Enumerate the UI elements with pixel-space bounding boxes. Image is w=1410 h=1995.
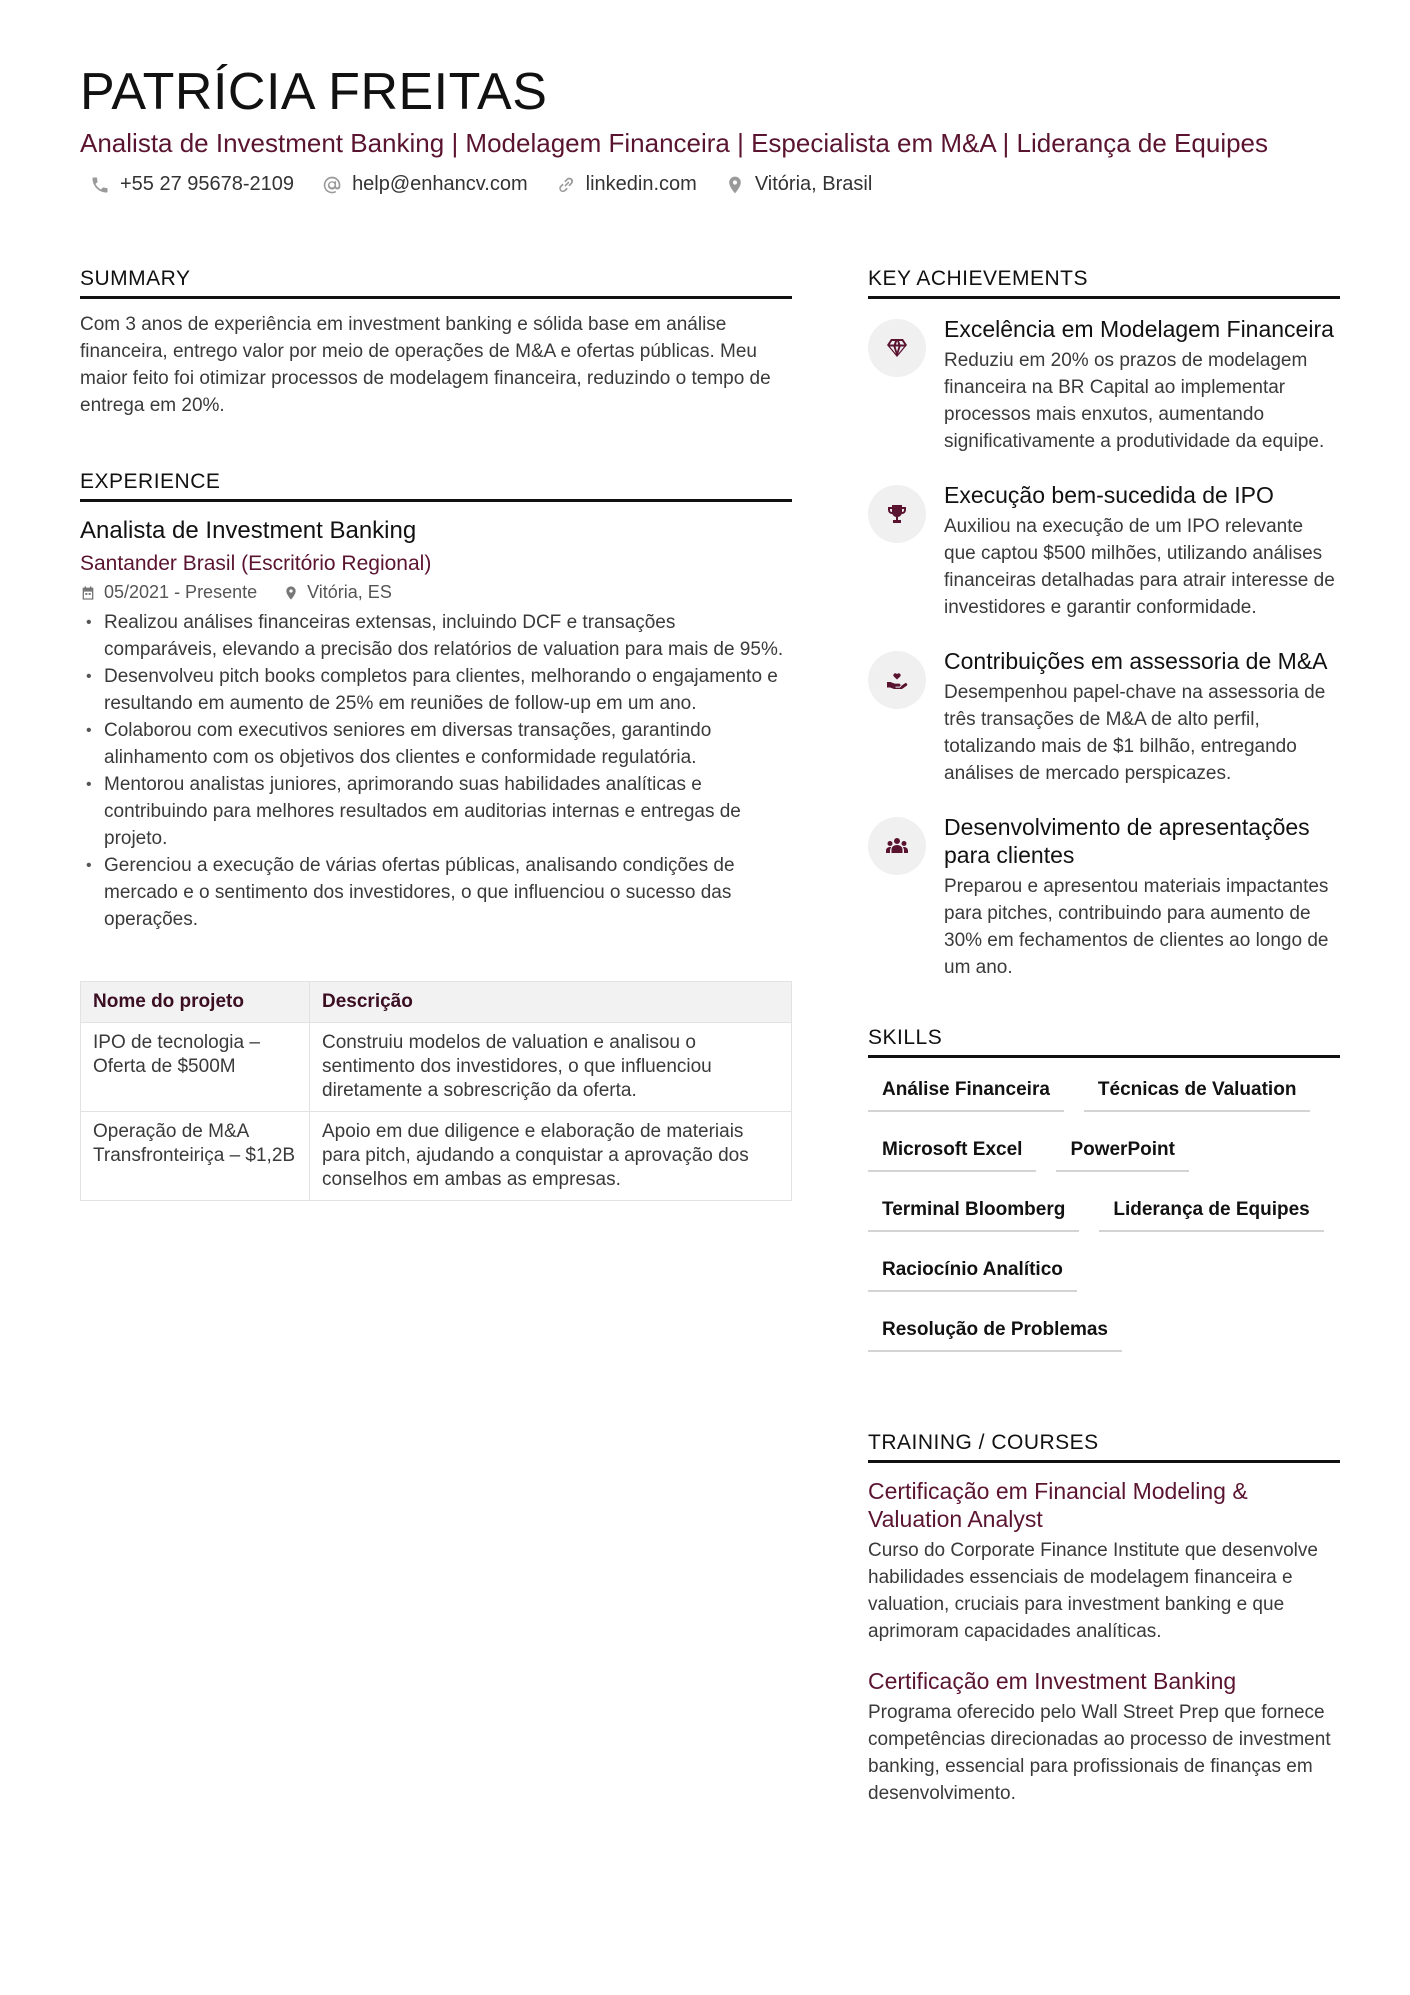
skill-tag: PowerPoint bbox=[1056, 1132, 1189, 1172]
summary-section bbox=[80, 266, 792, 419]
right-column bbox=[868, 266, 1340, 1807]
achievement-title: Excelência em Modelagem Financeira bbox=[944, 316, 1334, 342]
course-desc: Curso do Corporate Finance Institute que desenvolve habilidades essenciais de modelagem financeira e valuation, cruciais para investment banking e que aprimoram capacidades analíticas. bbox=[868, 1540, 1318, 1642]
bullet-item: • Gerenciou a execução de várias ofertas públicas, analisando condições de mercado e o sentimento dos investidores, o que influenciou o sucesso das operações. bbox=[80, 852, 792, 933]
achievement-desc: Preparou e apresentou materiais impactantes para pitches, contribuindo para aumento de 30% em fechamentos de clientes ao longo de um ano. bbox=[944, 876, 1329, 978]
bullet-item: • Mentorou analistas juniores, aprimorando suas habilidades analíticas e contribuindo para melhores resultados em auditorias internas e entregas de projeto. bbox=[80, 771, 792, 852]
bullet-item: • Colaborou com executivos seniores em diversas transações, garantindo alinhamento com os objetivos dos clientes e conformidade regulatória. bbox=[80, 717, 792, 771]
contact-email[interactable] bbox=[322, 173, 528, 196]
contact-bar bbox=[80, 173, 1340, 196]
table-cell: Operação de M&A Transfronteiriça – $1,2B bbox=[81, 1112, 310, 1201]
skill-tag: Técnicas de Valuation bbox=[1084, 1072, 1311, 1112]
calendar-icon bbox=[80, 585, 96, 601]
achievement-title: Desenvolvimento de apresentações para clientes bbox=[944, 814, 1310, 868]
bullet-item: • Realizou análises financeiras extensas, incluindo DCF e transações comparáveis, elevando a precisão dos relatórios de valuation para mais de 95%. bbox=[80, 609, 792, 663]
location-pin-icon bbox=[283, 585, 299, 601]
header bbox=[80, 62, 1340, 196]
table-cell: Apoio em due diligence e elaboração de materiais para pitch, ajudando a conquistar a aprovação dos conselhos em ambas as empresas. bbox=[310, 1112, 792, 1201]
job-dates-text: 05/2021 - Presente bbox=[104, 582, 258, 602]
phone-icon bbox=[90, 175, 110, 195]
skill-tag: Análise Financeira bbox=[868, 1072, 1064, 1112]
training-heading: TRAINING / COURSES bbox=[868, 1430, 1340, 1463]
job-title: Analista de Investment Banking bbox=[80, 517, 417, 544]
table-row bbox=[81, 1112, 792, 1201]
location-text: Vitória, Brasil bbox=[754, 173, 873, 195]
course-item bbox=[868, 1477, 1340, 1645]
job-bullets bbox=[80, 609, 792, 933]
skill-tag: Microsoft Excel bbox=[868, 1132, 1036, 1172]
job-location-text: Vitória, ES bbox=[307, 582, 392, 602]
contact-linkedin[interactable] bbox=[556, 173, 697, 196]
skills-section bbox=[868, 1025, 1340, 1352]
job-meta bbox=[80, 582, 792, 603]
achievements-section bbox=[868, 266, 1340, 981]
course-item bbox=[868, 1667, 1340, 1807]
diamond-icon bbox=[868, 319, 926, 377]
achievement-item bbox=[868, 481, 1340, 621]
trophy-icon bbox=[868, 485, 926, 543]
job-dates bbox=[80, 582, 257, 603]
users-icon bbox=[868, 817, 926, 875]
table-row bbox=[81, 1023, 792, 1112]
contact-location bbox=[725, 173, 872, 196]
course-title: Certificação em Investment Banking bbox=[868, 1668, 1237, 1694]
linkedin-text[interactable]: linkedin.com bbox=[585, 173, 697, 195]
table-cell: IPO de tecnologia – Oferta de $500M bbox=[81, 1023, 310, 1112]
skills-heading: SKILLS bbox=[868, 1025, 1340, 1058]
course-title: Certificação em Financial Modeling & Valuation Analyst bbox=[868, 1478, 1248, 1532]
column-header: Nome do projeto bbox=[81, 982, 310, 1023]
projects-table bbox=[80, 981, 792, 1201]
company-name: Santander Brasil (Escritório Regional) bbox=[80, 552, 432, 575]
achievement-item bbox=[868, 315, 1340, 455]
course-desc: Programa oferecido pelo Wall Street Prep que fornece competências direcionadas ao processo de investment banking, essencial para profissionais de finanças em desenvolvimento. bbox=[868, 1702, 1331, 1804]
summary-text: Com 3 anos de experiência em investment banking e sólida base em análise financeira, entrego valor por meio de operações de M&A e ofertas públicas. Meu maior feito foi otimizar processos de modelagem financeira, reduzindo o tempo de entrega em 20%. bbox=[80, 314, 771, 416]
left-column bbox=[80, 266, 792, 1201]
achievement-title: Execução bem-sucedida de IPO bbox=[944, 482, 1274, 508]
achievement-desc: Reduziu em 20% os prazos de modelagem financeira na BR Capital ao implementar processos mais enxutos, aumentando significativamente a produtividade da equipe. bbox=[944, 350, 1325, 452]
email-text[interactable]: help@enhancv.com bbox=[352, 173, 528, 195]
skills-list bbox=[868, 1072, 1348, 1352]
candidate-name: PATRÍCIA FREITAS bbox=[80, 63, 548, 121]
training-section bbox=[868, 1430, 1340, 1807]
contact-phone bbox=[90, 173, 294, 196]
table-header-row bbox=[81, 982, 792, 1023]
experience-section bbox=[80, 469, 792, 1201]
phone-text: +55 27 95678-2109 bbox=[120, 173, 295, 195]
summary-heading: SUMMARY bbox=[80, 266, 792, 299]
skill-tag: Raciocínio Analítico bbox=[868, 1252, 1077, 1292]
job-location bbox=[283, 582, 392, 603]
experience-heading: EXPERIENCE bbox=[80, 469, 792, 502]
achievement-item bbox=[868, 647, 1340, 787]
link-icon bbox=[556, 175, 576, 195]
hand-heart-icon bbox=[868, 651, 926, 709]
table-cell: Construiu modelos de valuation e analisou o sentimento dos investidores, o que influenciou diretamente a sobrescrição da oferta. bbox=[310, 1023, 792, 1112]
bullet-item: • Desenvolveu pitch books completos para clientes, melhorando o engajamento e resultando em aumento de 25% em reuniões de follow-up em um ano. bbox=[80, 663, 792, 717]
skill-tag: Terminal Bloomberg bbox=[868, 1192, 1079, 1232]
achievement-title: Contribuições em assessoria de M&A bbox=[944, 648, 1328, 674]
skill-tag: Liderança de Equipes bbox=[1099, 1192, 1323, 1232]
headline: Analista de Investment Banking | Modelagem Financeira | Especialista em M&A | Liderança de Equipes bbox=[80, 128, 1269, 158]
achievement-desc: Desempenhou papel-chave na assessoria de três transações de M&A de alto perfil, totalizando mais de $1 bilhão, entregando análises de mercado perspicazes. bbox=[944, 682, 1326, 784]
achievement-item bbox=[868, 813, 1340, 981]
achievement-desc: Auxiliou na execução de um IPO relevante que captou $500 milhões, utilizando análises financeiras detalhadas para atrair interesse de investidores e garantir conformidade. bbox=[944, 516, 1335, 618]
at-icon bbox=[322, 175, 342, 195]
column-header: Descrição bbox=[310, 982, 792, 1023]
achievements-heading: KEY ACHIEVEMENTS bbox=[868, 266, 1340, 299]
skill-tag: Resolução de Problemas bbox=[868, 1312, 1122, 1352]
location-pin-icon bbox=[725, 175, 745, 195]
